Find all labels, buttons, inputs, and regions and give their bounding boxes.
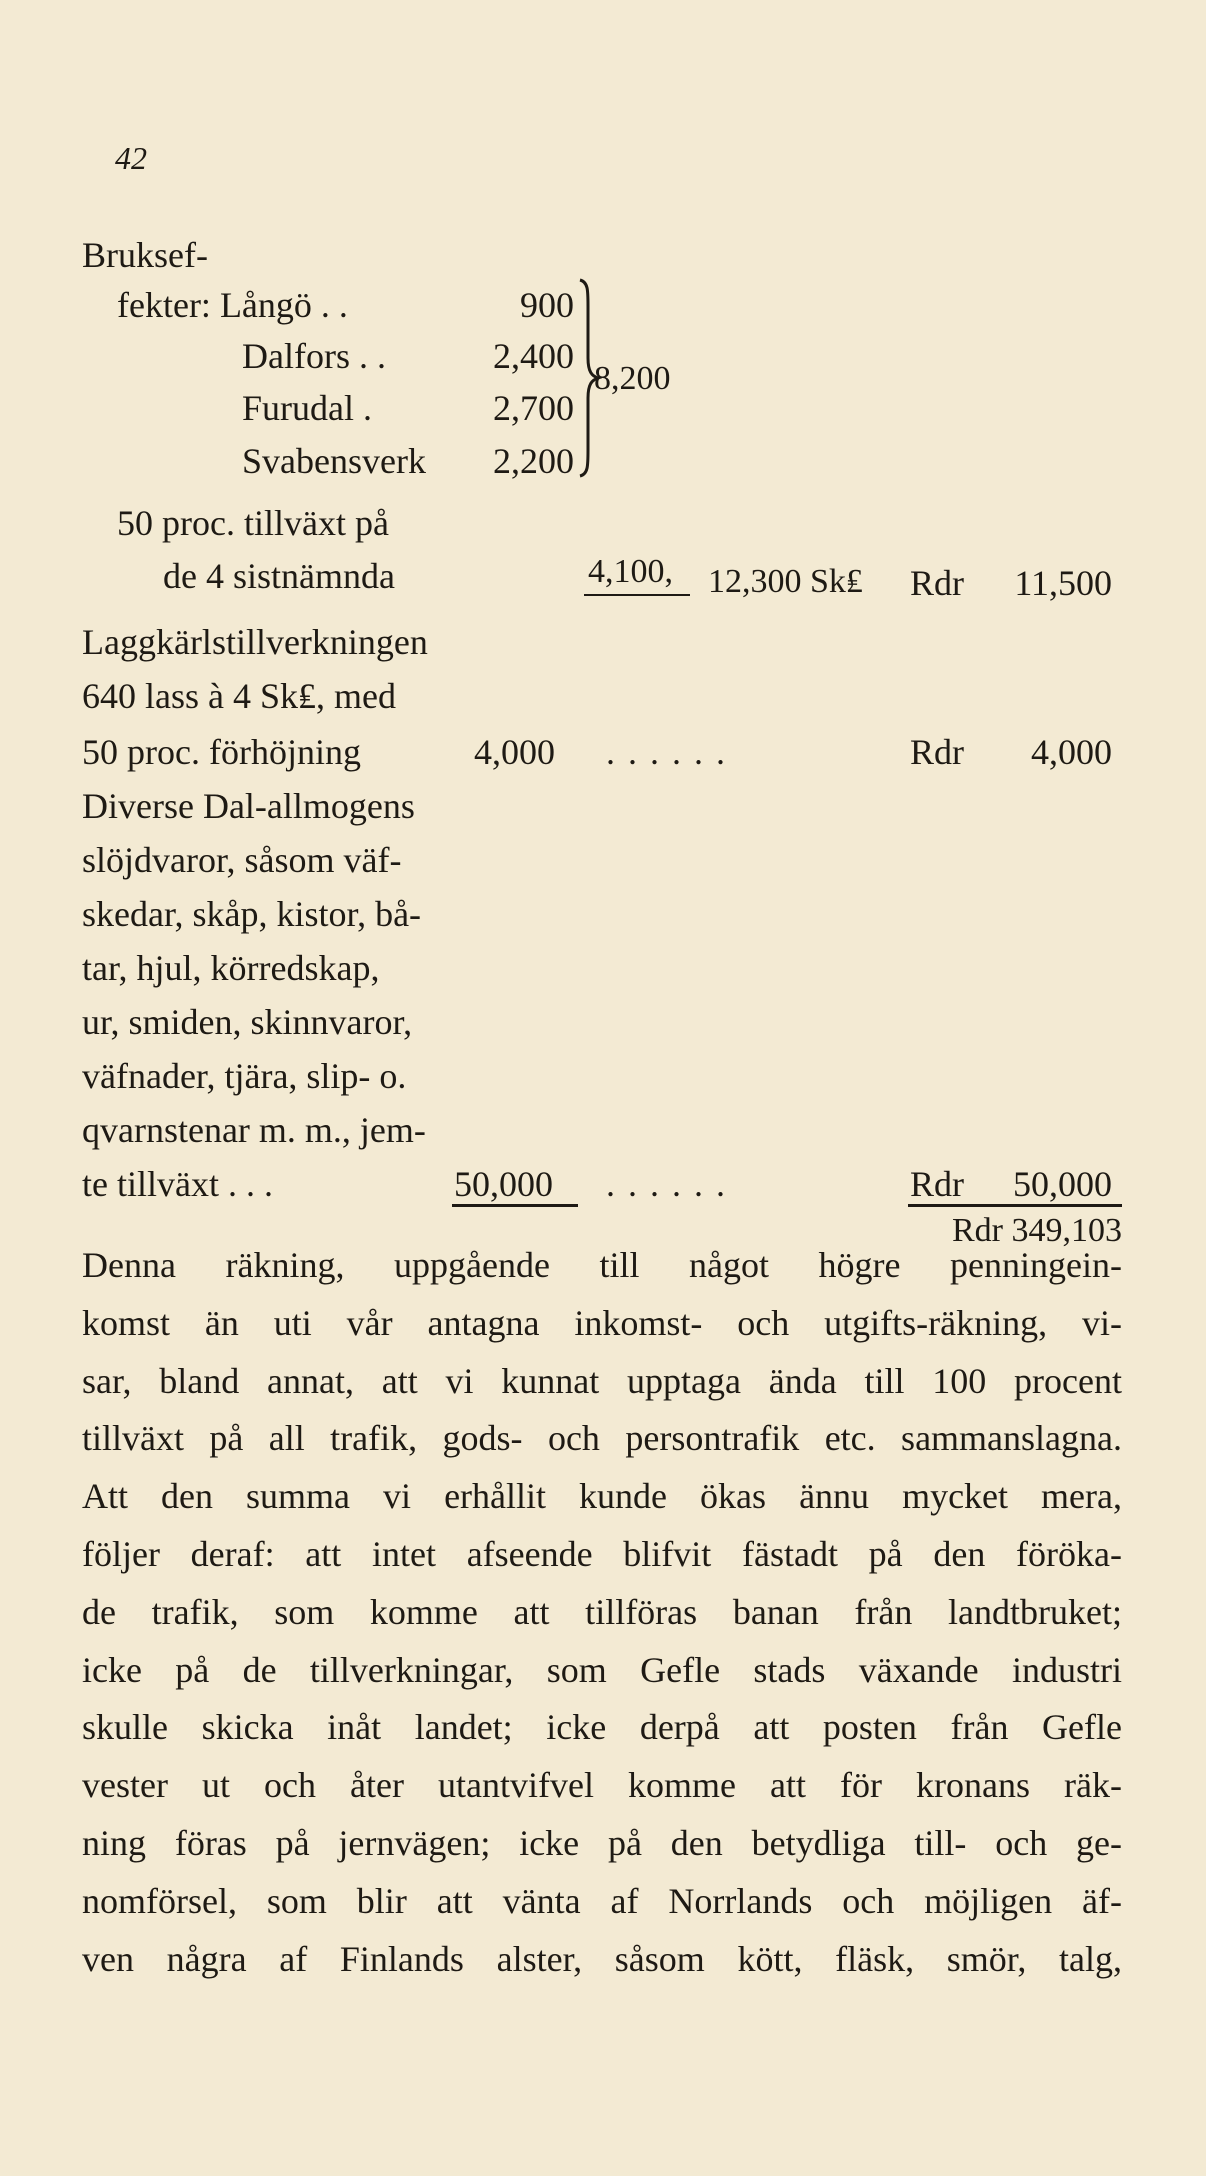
table-label: Furudal . [242, 388, 372, 428]
paragraph-line: Denna räkning, uppgående till något högre penningein- [82, 1245, 1122, 1285]
paragraph-line: följer deraf: att intet afseende blifvit fästadt på den föröka- [82, 1533, 1122, 1574]
table-label: Svabensverk [242, 441, 426, 481]
table-label: qvarnstenar m. m., jem- [82, 1110, 426, 1150]
table-label: slöjdvaror, såsom väf- [82, 840, 402, 880]
works-value-furudal: 2,700 [493, 388, 574, 428]
row1-currency: Rdr [910, 563, 964, 603]
works-sum: 8,200 [594, 360, 671, 397]
table-label: 640 lass à 4 Sk₤, med [82, 676, 396, 716]
works-total: 12,300 Sk₤ [708, 563, 863, 600]
works-value-lango: 900 [520, 285, 574, 325]
paragraph-line: komst än uti vår antagna inkomst- och utgifts-räkning, vi- [82, 1302, 1122, 1343]
works-value-svabensverk: 2,200 [493, 441, 574, 481]
table-label: väfnader, tjära, slip- o. [82, 1056, 407, 1096]
laggkarl-dots: . . . . . . [606, 732, 727, 772]
paragraph-line: vester ut och åter utantvifvel komme att för kronans räk- [82, 1765, 1122, 1806]
table-label: Bruksef- [82, 235, 208, 275]
table-label: de 4 sistnämnda [163, 556, 395, 596]
table-label: fekter: Långö . . [117, 285, 348, 325]
works-value-dalfors: 2,400 [493, 336, 574, 376]
paragraph-line: nomförsel, som blir att vänta af Norrlands och möjligen äf- [82, 1880, 1122, 1921]
paragraph-line: ven några af Finlands alster, såsom kött, fläsk, smör, talg, [82, 1938, 1122, 1979]
table-label: tar, hjul, körredskap, [82, 948, 380, 988]
table-label: Diverse Dal-allmogens [82, 786, 415, 826]
paragraph-line: skulle skicka inåt landet; icke derpå att posten från Gefle [82, 1707, 1122, 1748]
diverse-value: 50,000 [454, 1164, 553, 1204]
paragraph-line: ning föras på jernvägen; icke på den betydliga till- och ge- [82, 1822, 1122, 1863]
total-rule [908, 1204, 1122, 1207]
table-label: Dalfors . . [242, 336, 386, 376]
diverse-dots: . . . . . . [606, 1164, 727, 1204]
paragraph-line: icke på de tillverkningar, som Gefle stads växande industri [82, 1649, 1122, 1690]
body-paragraph [82, 1237, 1122, 1988]
table-label: skedar, skåp, kistor, bå- [82, 894, 422, 934]
row1-amount: 11,500 [1014, 563, 1112, 603]
row3-currency: Rdr [910, 1164, 964, 1204]
paragraph-line: de trafik, som komme att tillföras banan från landtbruket; [82, 1591, 1122, 1632]
diverse-underline [452, 1204, 578, 1207]
paragraph-line: tillväxt på all trafik, gods- och persontrafik etc. sammanslagna. [82, 1418, 1122, 1459]
paragraph-line: Att den summa vi erhållit kunde ökas ännu mycket mera, [82, 1476, 1122, 1517]
paragraph-line: sar, bland annat, att vi kunnat upptaga ända till 100 procent [82, 1360, 1122, 1401]
growth-value: 4,100, [588, 553, 673, 590]
row2-amount: 4,000 [1031, 732, 1112, 772]
page-number: 42 [115, 140, 147, 176]
row2-currency: Rdr [910, 732, 964, 772]
laggkarl-value: 4,000 [474, 732, 555, 772]
table-label: te tillväxt . . . [82, 1164, 273, 1204]
table-label: 50 proc. tillväxt på [117, 503, 389, 543]
grand-total: Rdr 349,103 [952, 1212, 1122, 1249]
table-label: ur, smiden, skinnvaror, [82, 1002, 413, 1042]
table-label: 50 proc. förhöjning [82, 732, 361, 772]
row3-amount: 50,000 [1013, 1164, 1112, 1204]
growth-underline [584, 594, 690, 596]
table-label: Laggkärlstillverkningen [82, 622, 428, 662]
